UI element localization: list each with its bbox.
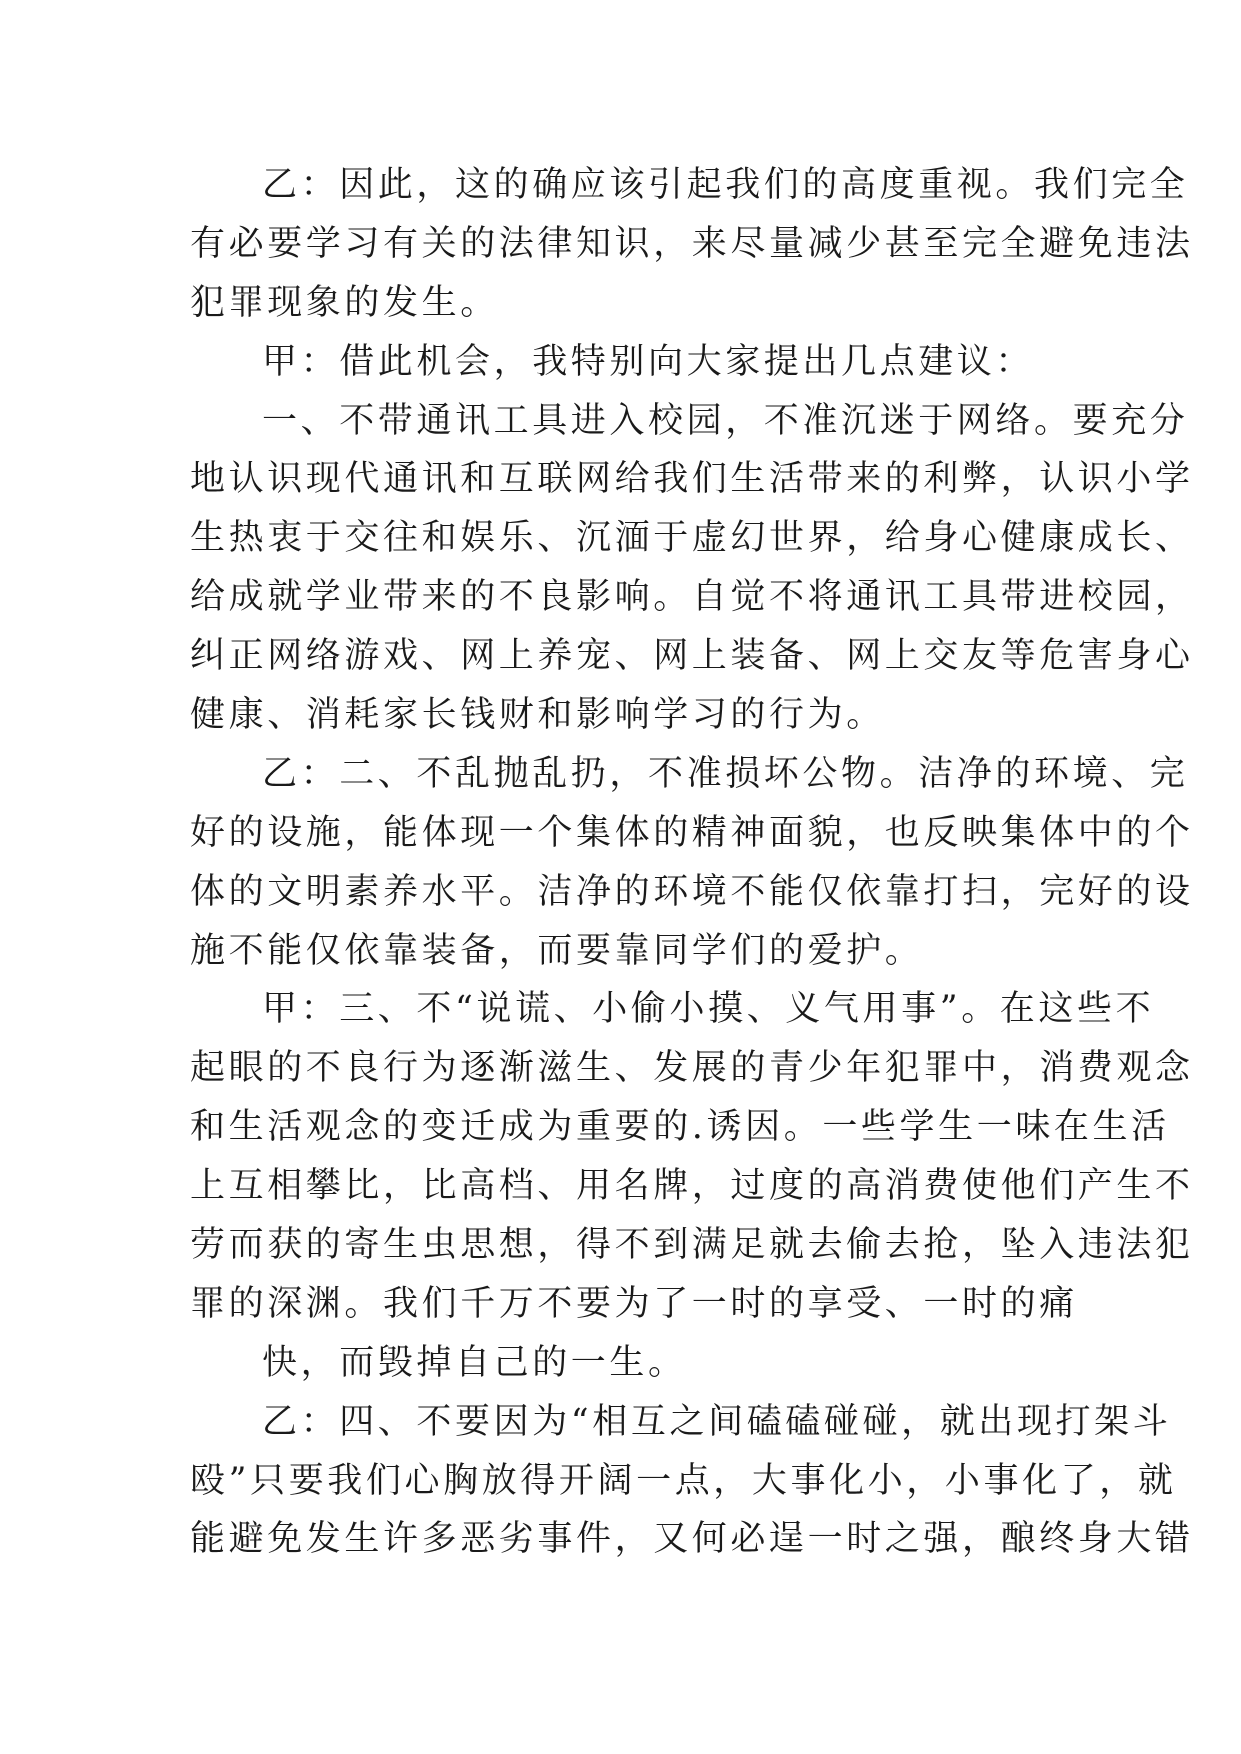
text-line: 给成就学业带来的不良影响。自觉不将通讯工具带进校园， [190, 577, 1194, 618]
text-line: 快，而毁掉自己的一生。 [262, 1342, 687, 1383]
text-line: 一、不带通讯工具进入校园，不准沉迷于网络。要充分 [262, 400, 1189, 441]
text-line: 甲：借此机会，我特别向大家提出几点建议： [262, 341, 1035, 382]
document-body [190, 156, 1194, 1569]
text-line: 健康、消耗家长钱财和影响学习的行为。 [190, 695, 885, 736]
text-line: 好的设施，能体现一个集体的精神面貌，也反映集体中的个 [190, 812, 1194, 853]
text-line: 地认识现代通讯和互联网给我们生活带来的利弊，认识小学 [190, 459, 1194, 500]
text-line: 能避免发生许多恶劣事件，又何必逞一时之强，酿终身大错 [190, 1519, 1194, 1560]
text-line: 有必要学习有关的法律知识，来尽量减少甚至完全避免违法 [190, 223, 1194, 264]
text-line: 乙：因此，这的确应该引起我们的高度重视。我们完全 [262, 165, 1189, 205]
text-line: 罪的深渊。我们千万不要为了一时的享受、一时的痛 [190, 1283, 1078, 1324]
text-line: 甲：三、不“说谎、小偷小摸、义气用事”。在这些不 [262, 989, 1155, 1030]
text-line: 起眼的不良行为逐渐滋生、发展的青少年犯罪中，消费观念 [190, 1048, 1194, 1089]
text-line: 殴”只要我们心胸放得开阔一点，大事化小，小事化了，就 [190, 1460, 1177, 1501]
text-line: 体的文明素养水平。洁净的环境不能仅依靠打扫，完好的设 [190, 871, 1194, 912]
text-line: 乙：四、不要因为“相互之间磕磕碰碰，就出现打架斗 [262, 1401, 1172, 1442]
text-line: 生热衷于交往和娱乐、沉湎于虚幻世界，给身心健康成长、 [190, 518, 1194, 559]
text-line: 和生活观念的变迁成为重要的.诱因。一些学生一味在生活 [190, 1107, 1170, 1148]
text-line: 纠正网络游戏、网上养宠、网上装备、网上交友等危害身心 [190, 636, 1194, 677]
text-line: 乙：二、不乱抛乱扔，不准损坏公物。洁净的环境、完 [262, 753, 1189, 794]
text-line: 劳而获的寄生虫思想，得不到满足就去偷去抢，坠入违法犯 [190, 1225, 1194, 1266]
text-line: 犯罪现象的发生。 [190, 282, 499, 323]
text-line: 上互相攀比，比高档、用名牌，过度的高消费使他们产生不 [190, 1166, 1194, 1207]
text-line: 施不能仅依靠装备，而要靠同学们的爱护。 [190, 930, 924, 971]
